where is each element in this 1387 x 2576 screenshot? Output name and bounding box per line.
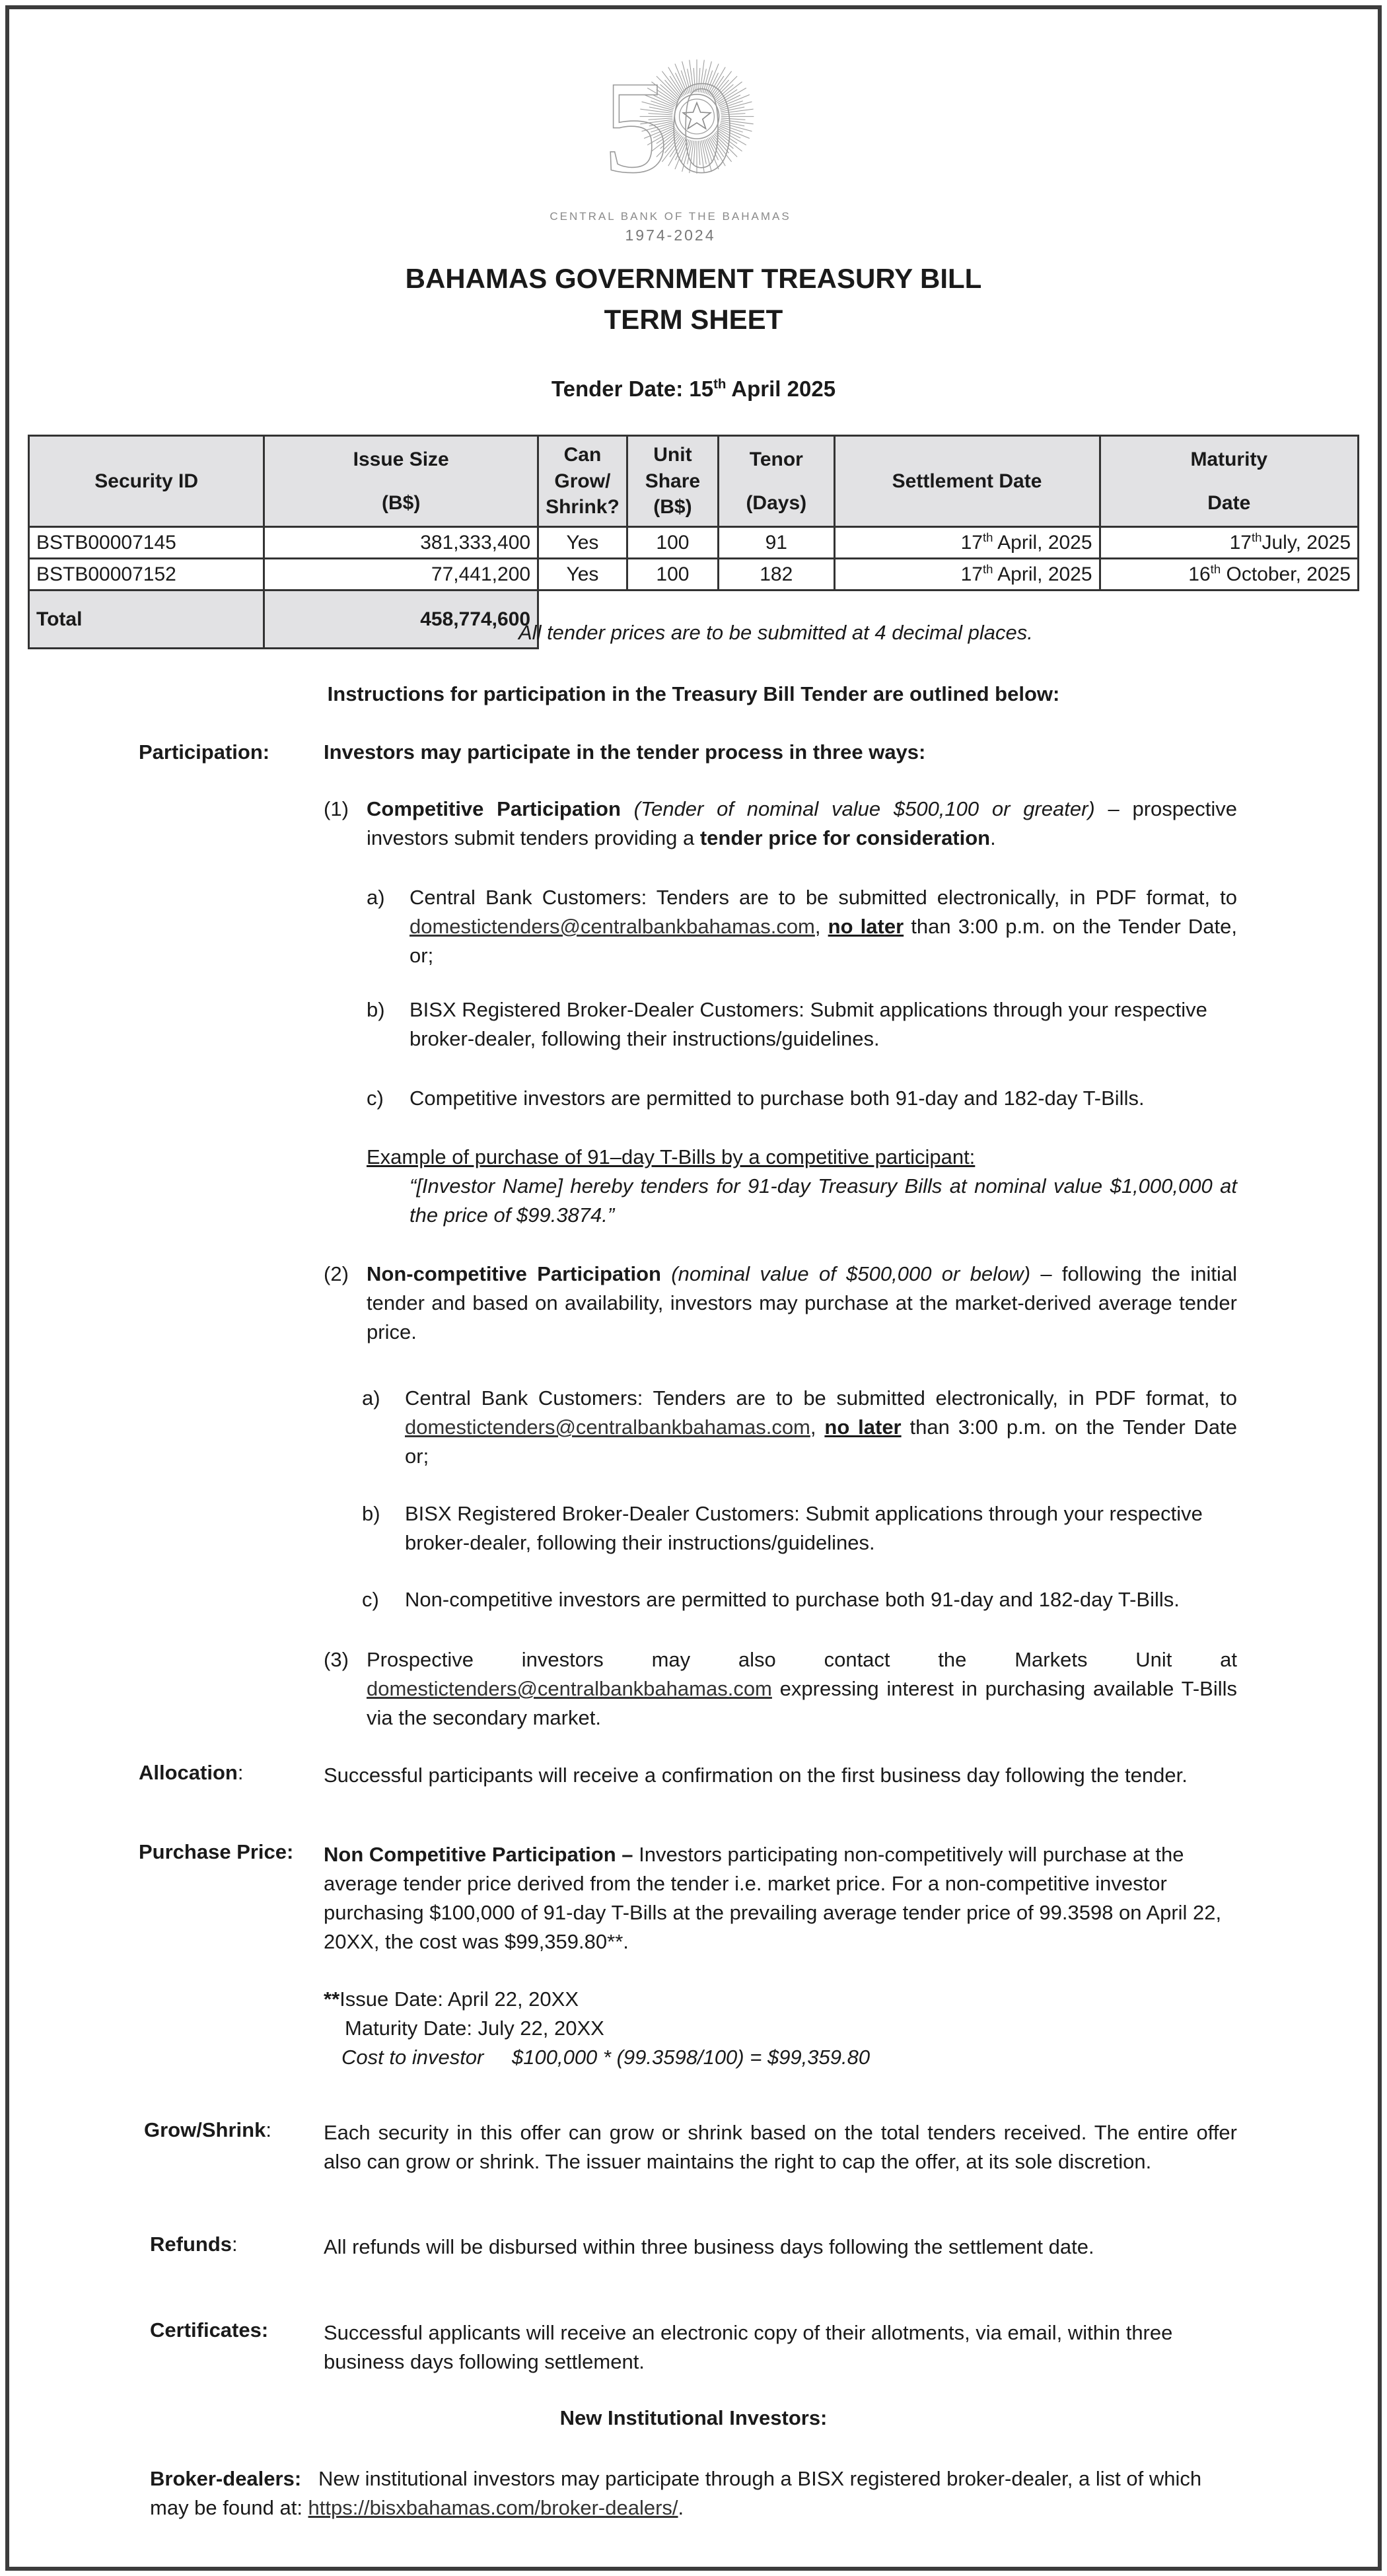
total-value: 458,774,600 <box>264 590 538 649</box>
broker-dealers-text: Broker-dealers: New institutional investors may participate through a BISX registered broker-dealer, a list of which may be found at: https://bisxbahamas.com/broker-dealers/. <box>150 2467 1202 2519</box>
instructions-heading: Instructions for participation in the Treasury Bill Tender are outlined below: <box>327 682 1060 705</box>
securities-table <box>28 435 1359 649</box>
item1-number: (1) <box>324 797 349 820</box>
purchase-price-text: Non Competitive Participation – Investors participating non-competitively will purchase at the average tender price derived from the tender i.e. market price. For a non-competitive investor purchasing $100,000 of 91-day T-Bills at the prevailing average tender price of 99.3598 on April 22, 20XX, the cost was $99,359.80**. <box>324 1843 1222 1953</box>
tenor-cell: 182 <box>719 559 834 590</box>
allocation-text: Successful participants will receive a confirmation on the first business day following the tender. <box>324 1764 1188 1787</box>
issue-size-cell: 77,441,200 <box>264 559 538 590</box>
header-tenor: Tenor (Days) <box>719 436 834 527</box>
tenor-cell: 91 <box>719 527 834 559</box>
refunds-label: Refunds: <box>150 2233 238 2256</box>
can-grow-cell: Yes <box>538 559 627 590</box>
header-maturity-date: Maturity Date <box>1100 436 1358 527</box>
item2-a-label: a) <box>362 1386 380 1410</box>
item3-number: (3) <box>324 1648 349 1671</box>
item2-b-text: BISX Registered Broker-Dealer Customers: Submit applications through your respective broker-dealer, following their instructions/guidelines. <box>405 1502 1203 1554</box>
item1-b-label: b) <box>367 998 385 1021</box>
item2-number: (2) <box>324 1262 349 1285</box>
participation-label: Participation: <box>139 740 270 764</box>
total-label: Total <box>29 590 264 649</box>
item1-a-text: Central Bank Customers: Tenders are to be submitted electronically, in PDF format, to domestictenders@centralbankbahamas.com, no later than 3:00 p.m. on the Tender Date, or; <box>409 886 1237 967</box>
table-row <box>29 527 1359 559</box>
header-issue-size: Issue Size (B$) <box>264 436 538 527</box>
header-settlement-date: Settlement Date <box>834 436 1100 527</box>
logo-years: 1974-2024 <box>625 227 716 244</box>
item2-c-label: c) <box>362 1588 379 1611</box>
example-heading: Example of purchase of 91–day T-Bills by a competitive participant: <box>367 1145 976 1168</box>
email-link[interactable]: domestictenders@centralbankbahamas.com <box>409 915 815 938</box>
participation-intro: Investors may participate in the tender process in three ways: <box>324 740 926 764</box>
new-investors-heading: New Institutional Investors: <box>559 2406 828 2429</box>
can-grow-cell: Yes <box>538 527 627 559</box>
cost-formula: $100,000 * (99.3598/100) = $99,359.80 <box>512 2046 871 2069</box>
header-can-grow: Can Grow/ Shrink? <box>538 436 627 527</box>
item2-c-text: Non-competitive investors are permitted to purchase both 91-day and 182-day T-Bills. <box>405 1588 1180 1611</box>
item1-a-label: a) <box>367 886 385 909</box>
maturity-date-cell: 17thJuly, 2025 <box>1100 527 1358 559</box>
item1-b-text: BISX Registered Broker-Dealer Customers: Submit applications through your respective broker-dealer, following their instructions/guidelines. <box>409 998 1207 1050</box>
item1-text: Competitive Participation (Tender of nominal value $500,100 or greater) – prospective investors submit tenders providing a tender price for consideration. <box>367 797 1237 849</box>
certificates-text: Successful applicants will receive an electronic copy of their allotments, via email, within three business days following settlement. <box>324 2321 1173 2373</box>
issue-date-example: **Issue Date: April 22, 20XX <box>324 1987 579 2011</box>
item2-b-label: b) <box>362 1502 380 1525</box>
item3-text: Prospective investors may also contact the Markets Unit at domestictenders@centralbankbahamas.com expressing interest in purchasing available T-Bills via the secondary market. <box>367 1648 1237 1729</box>
header-unit-share: Unit Share (B$) <box>627 436 718 527</box>
purchase-price-label: Purchase Price: <box>139 1840 294 1863</box>
refunds-text: All refunds will be disbursed within three business days following the settlement date. <box>324 2235 1094 2258</box>
settlement-date-cell: 17th April, 2025 <box>834 559 1100 590</box>
certificates-label: Certificates: <box>150 2318 269 2342</box>
decimal-places-note: All tender prices are to be submitted at 4 decimal places. <box>518 621 1033 644</box>
item1-c-label: c) <box>367 1087 384 1110</box>
unit-share-cell: 100 <box>627 527 718 559</box>
table-row <box>29 559 1359 590</box>
maturity-date-example: Maturity Date: July 22, 20XX <box>345 2017 604 2040</box>
item1-c-text: Competitive investors are permitted to purchase both 91-day and 182-day T-Bills. <box>409 1087 1145 1110</box>
maturity-date-cell: 16th October, 2025 <box>1100 559 1358 590</box>
grow-shrink-label: Grow/Shrink: <box>144 2118 271 2141</box>
issue-size-cell: 381,333,400 <box>264 527 538 559</box>
logo-number: 50 <box>602 54 735 201</box>
security-id-cell: BSTB00007152 <box>29 559 264 590</box>
document-title: BAHAMAS GOVERNMENT TREASURY BILL <box>405 263 982 294</box>
security-id-cell: BSTB00007145 <box>29 527 264 559</box>
unit-share-cell: 100 <box>627 559 718 590</box>
grow-shrink-text: Each security in this offer can grow or shrink based on the total tenders received. The entire offer also can grow or shrink. The issuer maintains the right to cap the offer, at its sole discretion. <box>324 2121 1237 2173</box>
broker-dealers-link[interactable]: https://bisxbahamas.com/broker-dealers/ <box>308 2496 678 2519</box>
tender-date: Tender Date: 15th April 2025 <box>551 376 836 401</box>
item2-a-text: Central Bank Customers: Tenders are to be submitted electronically, in PDF format, to domestictenders@centralbankbahamas.com, no later than 3:00 p.m. on the Tender Date or; <box>405 1386 1237 1468</box>
email-link[interactable]: domestictenders@centralbankbahamas.com <box>367 1677 772 1700</box>
logo-org-name: CENTRAL BANK OF THE BAHAMAS <box>550 210 791 223</box>
item2-text: Non-competitive Participation (nominal value of $500,000 or below) – following the initial tender and based on availability, investors may purchase at the market-derived average tender price. <box>367 1262 1237 1343</box>
header-security-id: Security ID <box>29 436 264 527</box>
email-link[interactable]: domestictenders@centralbankbahamas.com <box>405 1415 810 1439</box>
cost-label: Cost to investor <box>341 2046 484 2069</box>
document-subtitle: TERM SHEET <box>604 304 783 335</box>
allocation-label: Allocation: <box>139 1761 244 1784</box>
cbob-50th-anniversary-logo <box>538 54 802 213</box>
settlement-date-cell: 17th April, 2025 <box>834 527 1100 559</box>
example-text: “[Investor Name] hereby tenders for 91-day Treasury Bills at nominal value $1,000,000 at the price of $99.3874.” <box>409 1174 1237 1227</box>
